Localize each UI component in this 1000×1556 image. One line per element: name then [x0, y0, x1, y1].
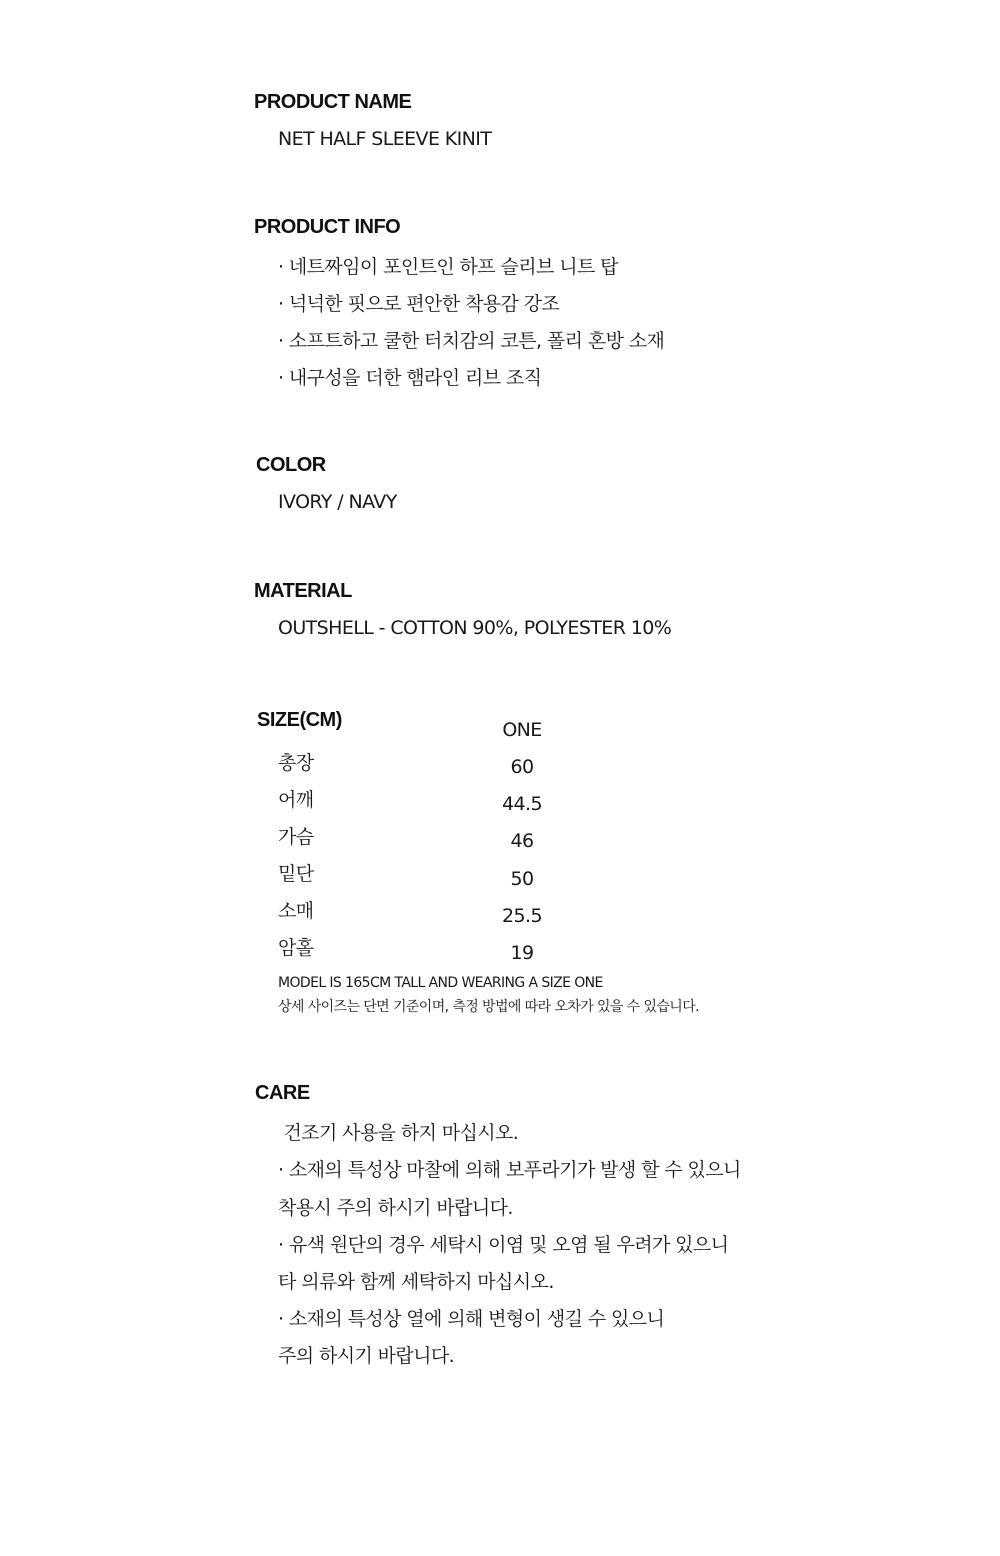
care-line: 건조기 사용을 하지 마십시오.	[278, 1122, 519, 1144]
size-row-value: 25.5	[502, 905, 542, 927]
size-row-label: 총장	[278, 752, 314, 774]
product-name-heading: PRODUCT NAME	[254, 91, 412, 113]
care-line: 착용시 주의 하시기 바랍니다.	[278, 1197, 513, 1219]
care-heading: CARE	[255, 1082, 310, 1104]
size-row-label: 어깨	[278, 789, 314, 811]
size-row-value: 19	[510, 942, 534, 964]
size-row-value: 50	[510, 868, 534, 890]
color-value: IVORY / NAVY	[278, 491, 397, 513]
care-line: 타 의류와 함께 세탁하지 마십시오.	[278, 1271, 554, 1293]
size-row-label: 소매	[278, 900, 314, 922]
product-info-item: · 넉넉한 핏으로 편안한 착용감 강조	[278, 293, 560, 315]
material-heading: MATERIAL	[254, 580, 352, 602]
product-info-item: · 내구성을 더한 햄라인 리브 조직	[278, 367, 542, 389]
material-value: OUTSHELL - COTTON 90%, POLYESTER 10%	[278, 617, 672, 639]
size-column-header: ONE	[502, 719, 542, 741]
size-note-measure: 상세 사이즈는 단면 기준이며, 측정 방법에 따라 오차가 있을 수 있습니다.	[278, 999, 699, 1015]
size-row-label: 가슴	[278, 826, 314, 848]
product-info-heading: PRODUCT INFO	[254, 216, 401, 238]
care-line: · 유색 원단의 경우 세탁시 이염 및 오염 될 우려가 있으니	[278, 1234, 729, 1256]
size-row-value: 46	[510, 830, 534, 852]
size-row-value: 60	[510, 756, 534, 778]
size-heading: SIZE(CM)	[257, 709, 342, 731]
color-heading: COLOR	[256, 454, 326, 476]
care-line: · 소재의 특성상 마찰에 의해 보푸라기가 발생 할 수 있으니	[278, 1159, 741, 1181]
product-info-item: · 네트짜임이 포인트인 하프 슬리브 니트 탑	[278, 256, 618, 278]
size-row-label: 암홀	[278, 937, 314, 959]
care-line: · 소재의 특성상 열에 의해 변형이 생길 수 있으니	[278, 1308, 665, 1330]
size-row-value: 44.5	[502, 793, 542, 815]
product-name-value: NET HALF SLEEVE KINIT	[278, 128, 492, 150]
care-line: 주의 하시기 바랍니다.	[278, 1345, 455, 1367]
size-row-label: 밑단	[278, 863, 314, 885]
product-info-item: · 소프트하고 쿨한 터치감의 코튼, 폴리 혼방 소재	[278, 330, 665, 352]
size-note-model: MODEL IS 165CM TALL AND WEARING A SIZE ONE	[278, 975, 603, 991]
